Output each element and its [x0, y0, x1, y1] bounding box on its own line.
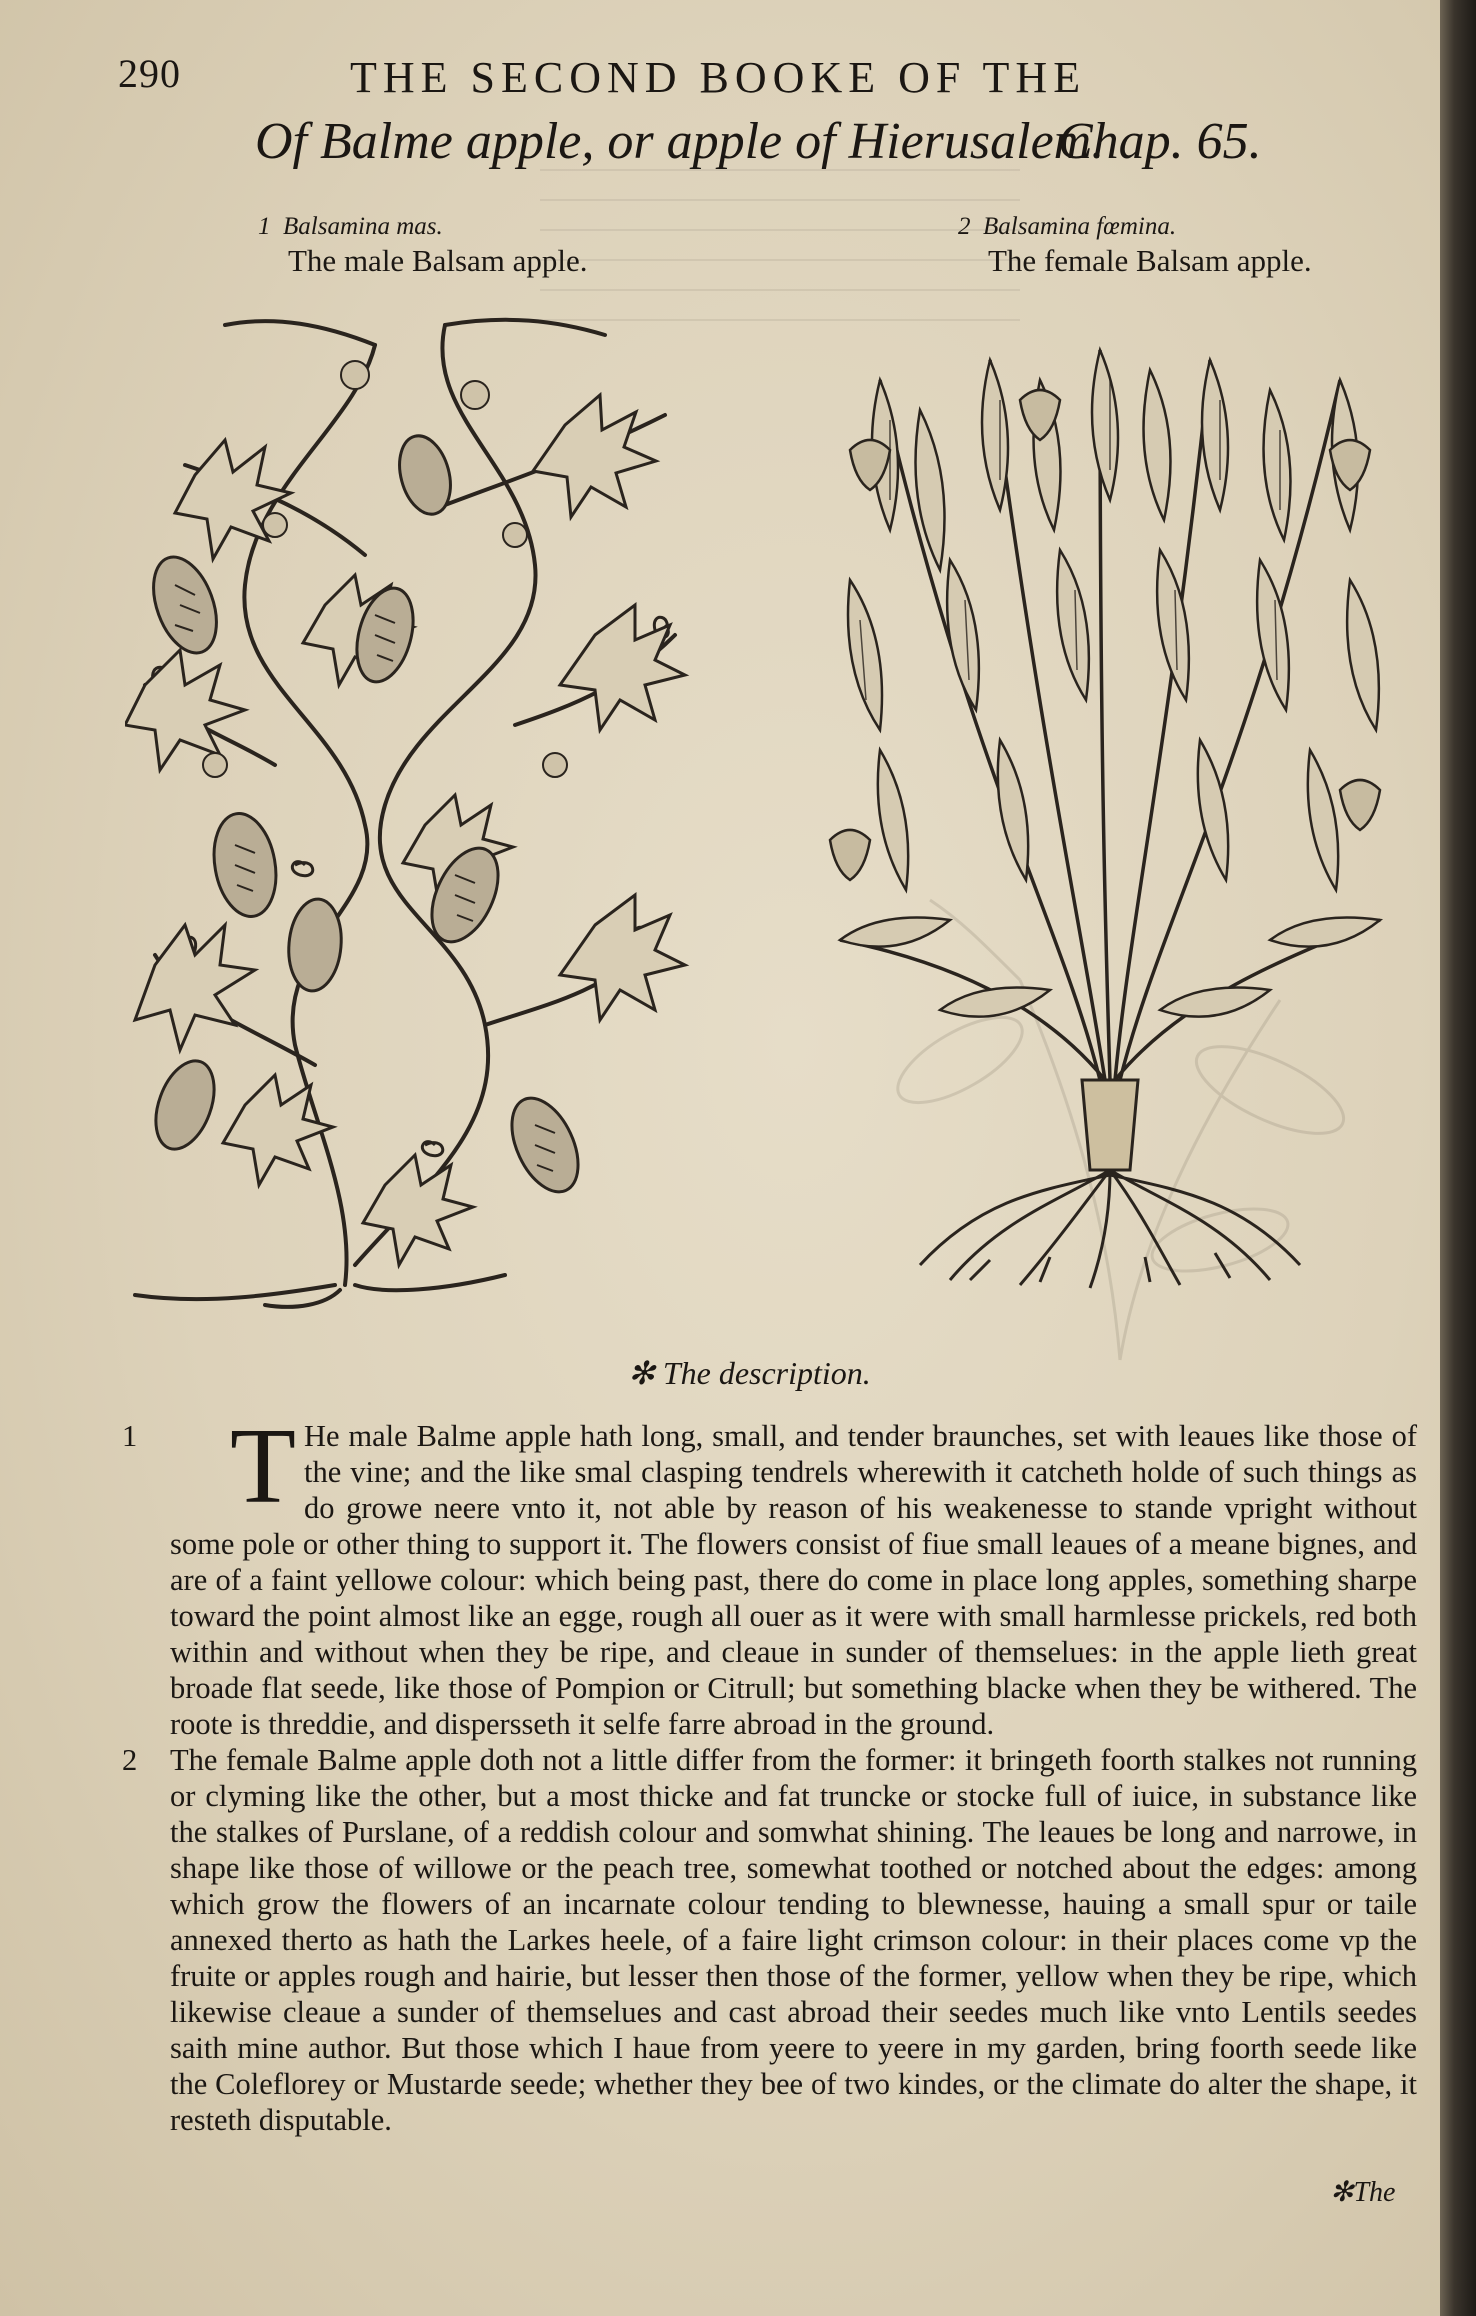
paragraph-1: [122, 1407, 1417, 1742]
paragraph-2-number: 2: [122, 1743, 138, 1777]
description-body: [122, 1407, 1417, 2138]
paragraph-1-text: He male Balme apple hath long, small, and tender braunches, set with leaues like those of the vine; and the like smal clasping tendrels wherewith it catcheth holde of such things as do growe neere vnto it, not able by reason of his weakenesse to stande vpright without some pole or other thing to support it. The flowers consist of fiue small leaues of a meane bignes, and are of a faint yellowe colour: which being past, there do come in place long apples, something sharpe toward the point almost like an egge, rough all ouer as it were with small harmlesse prickels, red both within and without when they be ripe, and cleaue in sunder of themselues: in the apple lieth great broade flat seede, like those of Pompion or Citrull; but something blacke when they be withered. The roote is threddie, and dispersseth it selfe farre abroad in the ground.: [170, 1419, 1417, 1741]
figure-2-latin-name: Balsamina fœmina.: [983, 213, 1177, 240]
page-number: 290: [118, 51, 181, 96]
figure-1-number: 1: [258, 213, 271, 240]
woodcut-female-balsam-apple: [820, 320, 1400, 1300]
paragraph-2-text: The female Balme apple doth not a little differ from the former: it bringeth foorth stalkes not running or clyming like the other, but a most thicke and fat truncke or stocke full of iuice, in substance like the stalkes of Purslane, of a reddish colour and somwhat shining. The leaues be long and narrowe, in shape like those of willowe or the peach tree, somewhat toothed or notched about the edges: among which grow the flowers of an incarnate colour tending to blewnesse, hauing a small spur or taile annexed therto as hath the Larkes heele, of a faire light crimson colour: in their places come vp the fruite or apples rough and hairie, but lesser then those of the former, yellow when they be ripe, which likewise cleaue a sunder of themselues and cast abroad their seedes much like vnto Lentils seedes saith mine author. But those which I haue from yeere to yeere in my garden, bring foorth seede like the Coleflorey or Mustarde seede; whether they bee of two kindes, or the climate do alter the shape, it resteth disputable.: [170, 1743, 1417, 2137]
figure-2-english-name: The female Balsam apple.: [988, 243, 1312, 278]
paragraph-1-number: 1: [122, 1419, 138, 1453]
figure-2-number: 2: [958, 213, 971, 240]
figure-1-latin-name: Balsamina mas.: [283, 213, 443, 240]
chapter-title: Of Balme apple, or apple of Hierusalem.: [255, 113, 1105, 170]
figure-2-latin: [958, 210, 1312, 244]
section-heading: ✻ The description.: [628, 1355, 871, 1391]
page-edge-shadow: [1440, 0, 1476, 2316]
figure-1-caption: [258, 210, 588, 278]
trunk-shape: [1082, 1080, 1138, 1170]
figure-2-caption: [958, 210, 1312, 278]
figure-1-latin: [258, 210, 588, 244]
catchword: ✻The: [1330, 2177, 1396, 2208]
chapter-number: Chap. 65.: [1058, 113, 1262, 170]
figure-1-english-name: The male Balsam apple.: [288, 243, 588, 278]
running-head: THE SECOND BOOKE OF THE: [350, 53, 1087, 102]
woodcut-male-balsam-apple: [125, 305, 705, 1315]
paragraph-2: [122, 1742, 1417, 2138]
drop-cap: T: [230, 1407, 296, 1526]
